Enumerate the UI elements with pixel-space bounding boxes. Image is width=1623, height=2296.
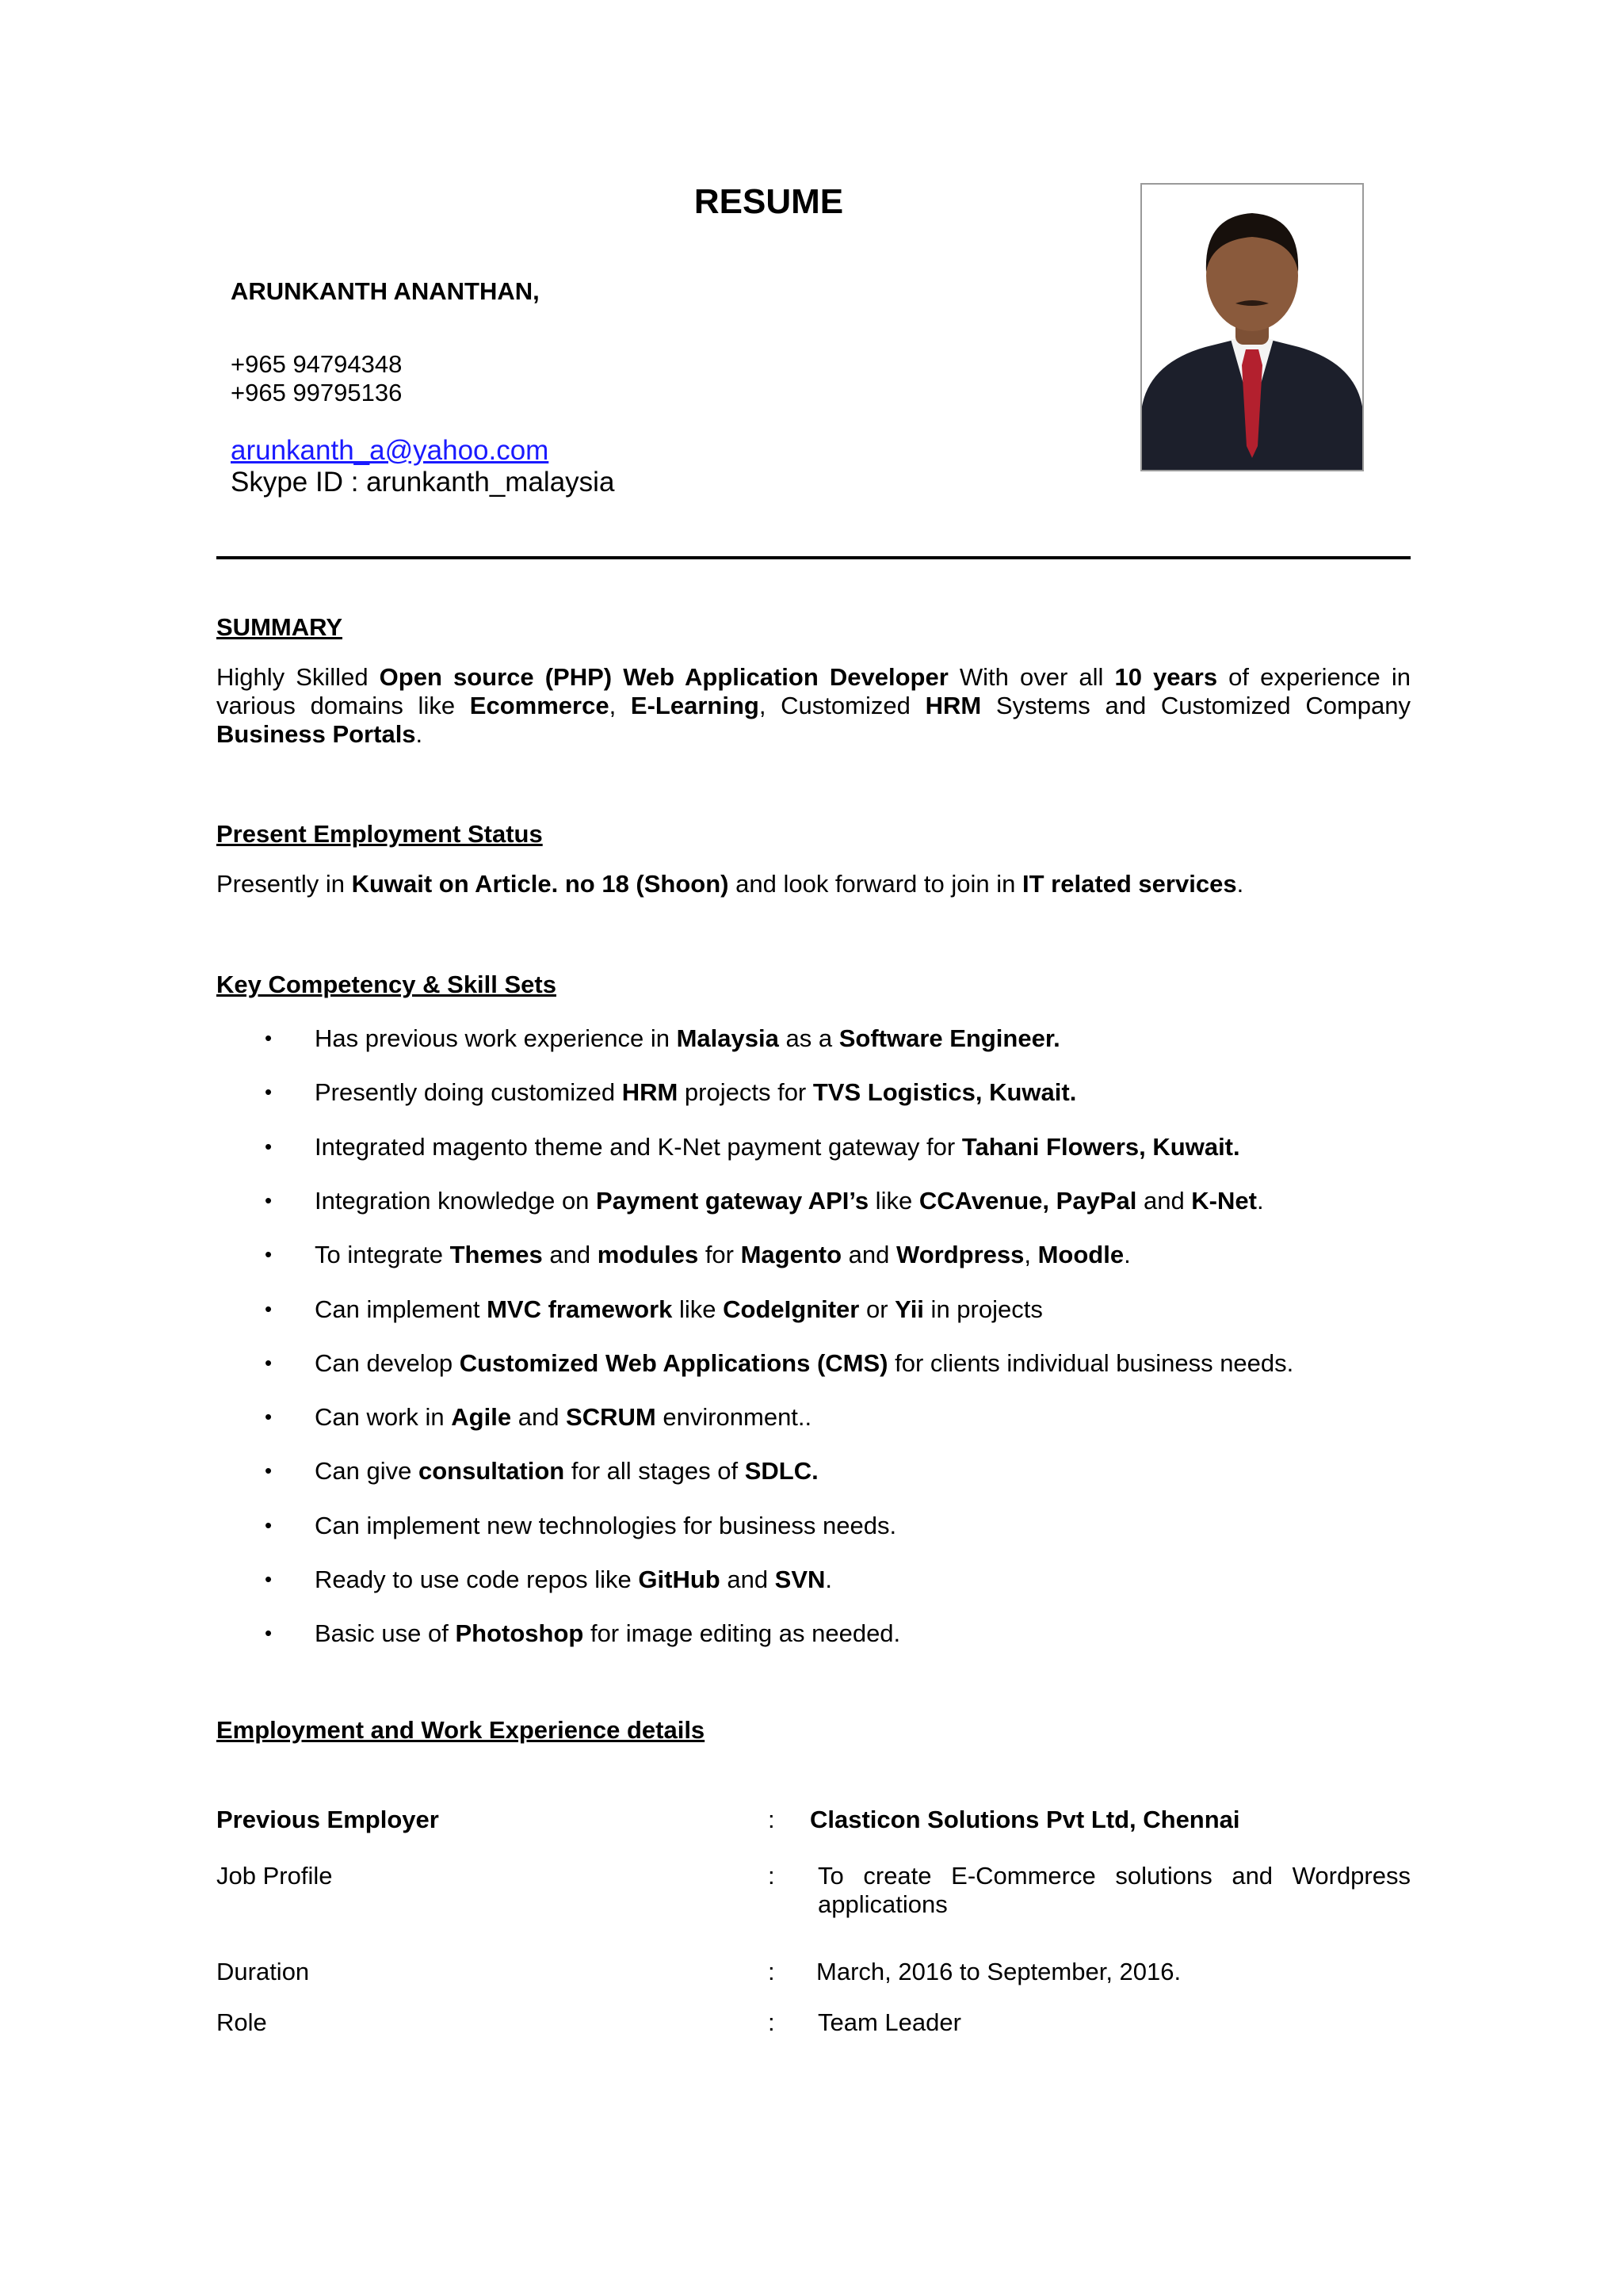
emphasis-text: Customized Web Applications (CMS) — [459, 1349, 888, 1377]
summary-paragraph — [216, 663, 1411, 749]
profile-photo — [1140, 183, 1364, 471]
colon-separator: : — [768, 2008, 775, 2036]
text-segment: projects for — [678, 1078, 813, 1106]
bullet-icon: • — [265, 1188, 273, 1212]
emphasis-text: CodeIgniter — [723, 1295, 860, 1323]
text-segment: and — [511, 1403, 567, 1431]
text-segment: With over all — [948, 663, 1115, 691]
duration-label: Duration — [216, 1958, 310, 1985]
text-segment: like — [869, 1187, 919, 1215]
text-segment: . — [1256, 1187, 1264, 1215]
text-segment: Presently in — [216, 870, 352, 898]
bullet-icon: • — [265, 1513, 273, 1537]
emphasis-text: Themes — [449, 1241, 543, 1268]
bullet-icon: • — [265, 1242, 273, 1266]
emphasis-text: Open source (PHP) Web Application Developer — [379, 663, 949, 691]
bullet-icon: • — [265, 1026, 273, 1050]
job-profile-value: To create E-Commerce solutions and Wordpress applications — [818, 1862, 1411, 1918]
employment-status-paragraph — [216, 870, 1411, 898]
colon-separator: : — [768, 1806, 775, 1833]
role-value: Team Leader — [818, 2008, 961, 2036]
text-segment: or — [859, 1295, 896, 1323]
text-segment: and look forward to join in — [728, 870, 1022, 898]
text-segment: , — [1024, 1241, 1038, 1268]
emphasis-text: Kuwait on Article. no 18 (Shoon) — [351, 870, 729, 898]
skill-item — [315, 1457, 819, 1486]
emphasis-text: Payment gateway API’s — [596, 1187, 869, 1215]
emphasis-text: SDLC. — [744, 1457, 819, 1485]
text-segment: and — [842, 1241, 896, 1268]
colon-separator: : — [768, 1862, 775, 1890]
text-segment: for — [698, 1241, 741, 1268]
emphasis-text: TVS Logistics, Kuwait. — [812, 1078, 1077, 1106]
text-segment: . — [825, 1566, 833, 1593]
text-segment: environment.. — [655, 1403, 812, 1431]
bullet-icon: • — [265, 1567, 273, 1591]
emphasis-text: modules — [597, 1241, 699, 1268]
role-label: Role — [216, 2008, 267, 2036]
duration-value: March, 2016 to September, 2016. — [816, 1958, 1182, 1985]
skill-item — [315, 1024, 1060, 1053]
text-segment: Can work in — [315, 1403, 452, 1431]
skill-item — [315, 1078, 1076, 1107]
skill-item — [315, 1241, 1131, 1269]
previous-employer-label: Previous Employer — [216, 1806, 439, 1833]
bullet-icon: • — [265, 1405, 273, 1428]
emphasis-text: HRM — [621, 1078, 678, 1106]
emphasis-text: IT related services — [1022, 870, 1237, 898]
bullet-icon: • — [265, 1621, 273, 1645]
text-segment: and — [1136, 1187, 1192, 1215]
text-segment: , Customized — [758, 692, 926, 719]
header-divider — [216, 556, 1411, 559]
text-segment: Integrated magento theme and K-Net payment gateway for — [315, 1133, 962, 1161]
emphasis-text: MVC framework — [487, 1295, 673, 1323]
emphasis-text: Malaysia — [676, 1024, 779, 1052]
portrait-photo-icon — [1142, 185, 1362, 470]
skill-item — [315, 1512, 896, 1540]
text-segment: Basic use of — [315, 1619, 456, 1647]
email-link[interactable]: arunkanth_a@yahoo.com — [231, 435, 549, 466]
emphasis-text: Wordpress — [896, 1241, 1025, 1268]
emphasis-text: Moodle — [1037, 1241, 1125, 1268]
job-profile-label: Job Profile — [216, 1862, 333, 1890]
emphasis-text: consultation — [418, 1457, 565, 1485]
previous-employer-value: Clasticon Solutions Pvt Ltd, Chennai — [810, 1806, 1240, 1833]
text-segment: . — [415, 720, 423, 748]
text-segment: Highly Skilled — [216, 663, 380, 691]
text-segment: To integrate — [315, 1241, 450, 1268]
emphasis-text: Business Portals — [216, 720, 416, 748]
bullet-icon: • — [265, 1135, 273, 1158]
emphasis-text: GitHub — [638, 1566, 720, 1593]
emphasis-text: Photoshop — [455, 1619, 584, 1647]
text-segment: , — [609, 692, 631, 719]
emphasis-text: Tahani Flowers, Kuwait. — [961, 1133, 1240, 1161]
emphasis-text: E-Learning — [630, 692, 759, 719]
text-segment: for image editing as needed. — [583, 1619, 901, 1647]
emphasis-text: HRM — [925, 692, 982, 719]
text-segment: Can implement new technologies for business needs. — [315, 1512, 897, 1539]
skill-item — [315, 1403, 812, 1432]
text-segment: Has previous work experience in — [315, 1024, 677, 1052]
text-segment: as a — [778, 1024, 839, 1052]
emphasis-text: Yii — [895, 1295, 924, 1323]
text-segment: Can implement — [315, 1295, 487, 1323]
skill-item — [315, 1295, 1043, 1324]
text-segment: . — [1124, 1241, 1131, 1268]
text-segment: Can develop — [315, 1349, 460, 1377]
skill-item — [315, 1187, 1264, 1215]
skill-item — [315, 1349, 1293, 1378]
emphasis-text: CCAvenue, PayPal — [918, 1187, 1137, 1215]
text-segment: in projects — [923, 1295, 1043, 1323]
phone-number-2: +965 99795136 — [231, 379, 403, 406]
text-segment: Can give — [315, 1457, 418, 1485]
resume-title: RESUME — [693, 182, 844, 221]
employment-status-heading: Present Employment Status — [216, 820, 543, 848]
skill-item — [315, 1133, 1240, 1161]
text-segment: and — [720, 1566, 775, 1593]
emphasis-text: K-Net — [1191, 1187, 1257, 1215]
text-segment: . — [1236, 870, 1244, 898]
emphasis-text: Agile — [451, 1403, 512, 1431]
bullet-icon: • — [265, 1351, 273, 1375]
emphasis-text: Software Engineer. — [838, 1024, 1060, 1052]
bullet-icon: • — [265, 1297, 273, 1321]
text-segment: for all stages of — [564, 1457, 745, 1485]
emphasis-text: SVN — [774, 1566, 826, 1593]
text-segment: like — [672, 1295, 724, 1323]
emphasis-text: 10 years — [1114, 663, 1218, 691]
text-segment: for clients individual business needs. — [888, 1349, 1294, 1377]
phone-number-1: +965 94794348 — [231, 350, 403, 378]
candidate-name: ARUNKANTH ANANTHAN, — [231, 277, 540, 305]
skill-item — [315, 1619, 900, 1648]
text-segment: Presently doing customized — [315, 1078, 622, 1106]
text-segment: Systems and Customized Company — [981, 692, 1411, 719]
text-segment: Ready to use code repos like — [315, 1566, 639, 1593]
bullet-icon: • — [265, 1080, 273, 1104]
skill-item — [315, 1566, 832, 1594]
emphasis-text: SCRUM — [566, 1403, 656, 1431]
text-segment: of experience in various domains like — [216, 663, 1411, 719]
text-segment: Integration knowledge on — [315, 1187, 597, 1215]
text-segment: and — [542, 1241, 598, 1268]
experience-heading: Employment and Work Experience details — [216, 1716, 705, 1744]
skills-heading: Key Competency & Skill Sets — [216, 971, 556, 998]
emphasis-text: Ecommerce — [469, 692, 609, 719]
summary-heading: SUMMARY — [216, 613, 343, 641]
emphasis-text: Magento — [740, 1241, 842, 1268]
skype-id: Skype ID : arunkanth_malaysia — [231, 467, 615, 498]
colon-separator: : — [768, 1958, 775, 1985]
bullet-icon: • — [265, 1459, 273, 1482]
